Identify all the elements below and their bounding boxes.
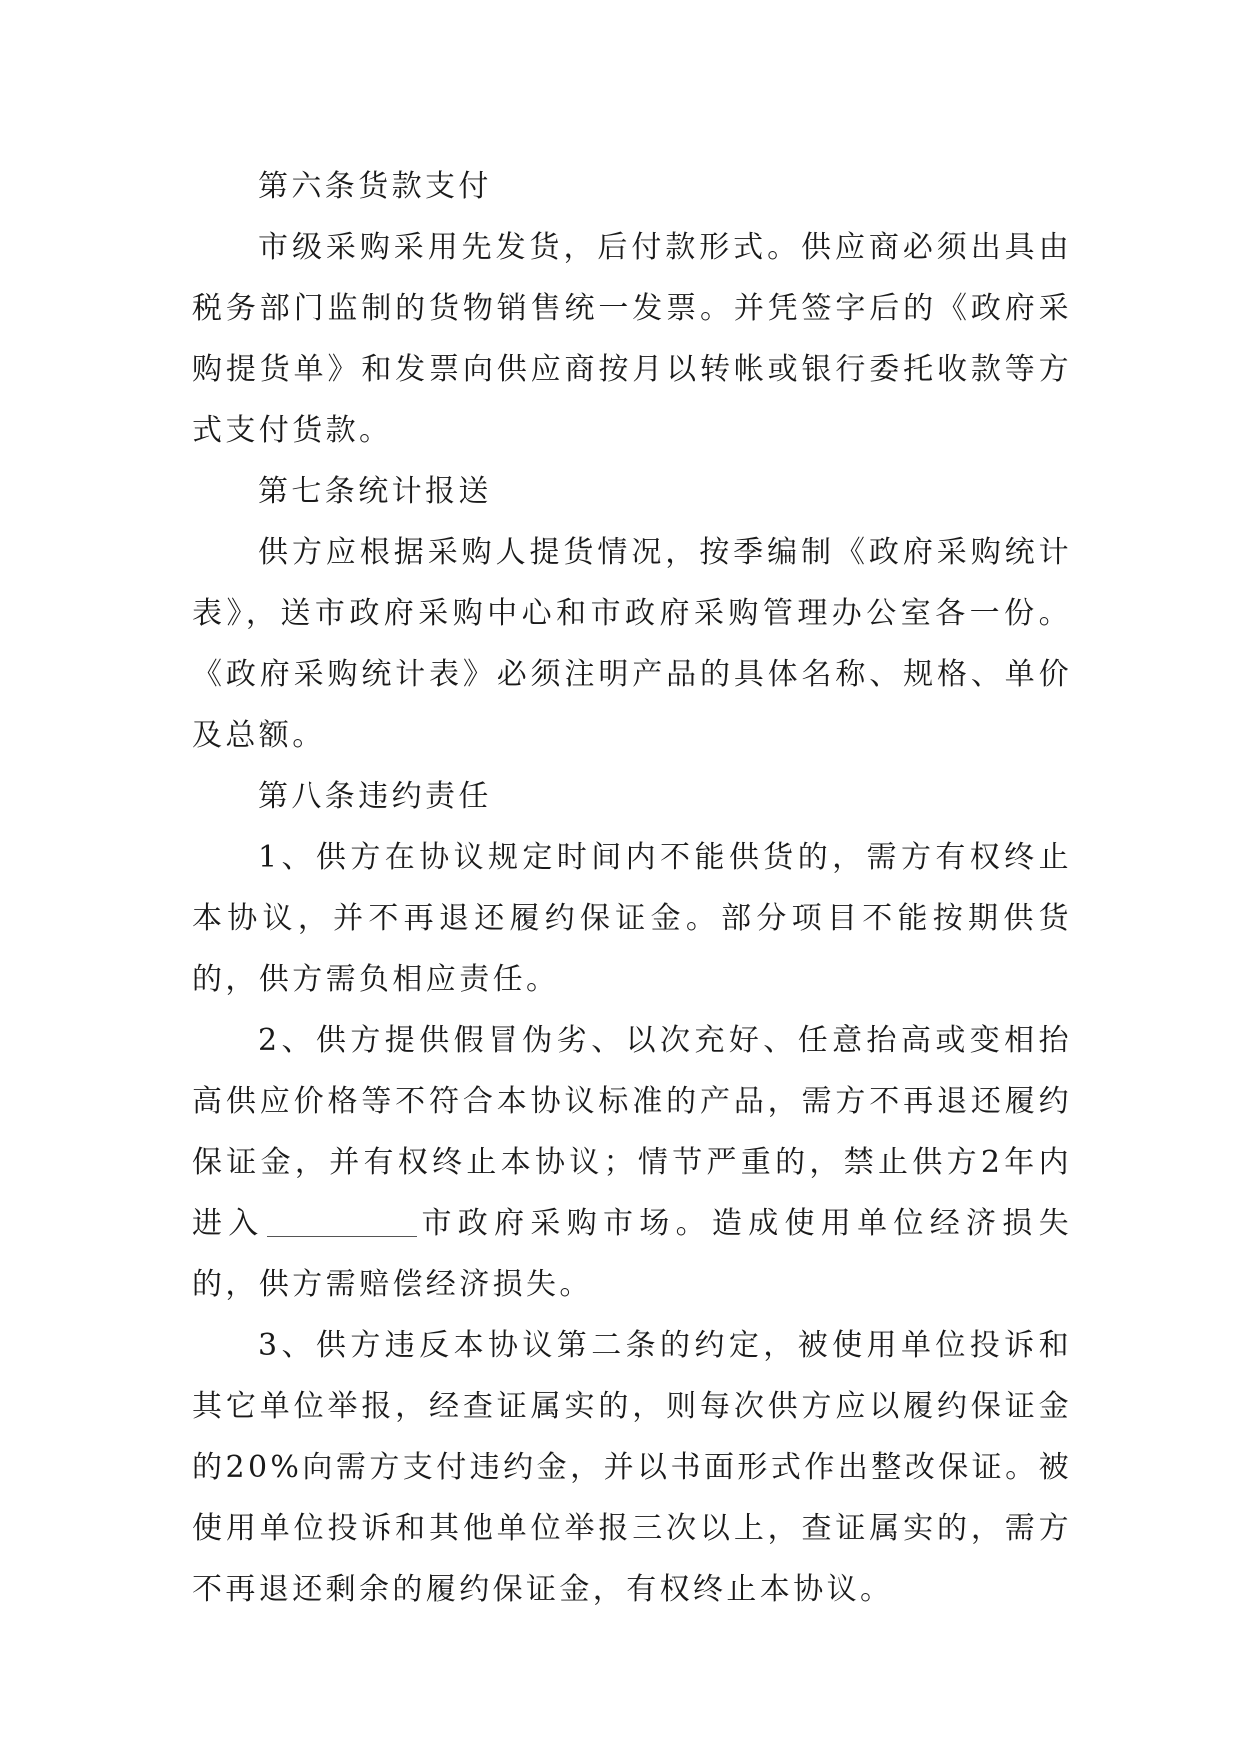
article-7-heading: 第七条统计报送	[258, 474, 492, 509]
article-8-item-1: 1、供方在协议规定时间内不能供货的，需方有权终止本协议，并不再退还履约保证金。部分项目不能按期供货的，供方需负相应责任。	[192, 840, 1072, 997]
article-6-heading: 第六条货款支付	[258, 169, 492, 204]
fill-in-blank	[267, 1206, 417, 1237]
article-8-item-2	[192, 1010, 1072, 1315]
document-body	[192, 156, 1072, 1620]
article-8-heading: 第八条违约责任	[258, 779, 492, 814]
article-8-item-2-text-b: 市政府采购市场。造成使用单位经济损失的，供方需赔偿经济损失。	[192, 1206, 1072, 1302]
article-7-body: 供方应根据采购人提货情况，按季编制《政府采购统计表》，送市政府采购中心和市政府采购管理办公室各一份。《政府采购统计表》必须注明产品的具体名称、规格、单价及总额。	[192, 535, 1072, 753]
article-8-item-2-text-a: 2、供方提供假冒伪劣、以次充好、任意抬高或变相抬高供应价格等不符合本协议标准的产品，需方不再退还履约保证金，并有权终止本协议；情节严重的，禁止供方2年内进入	[192, 1023, 1072, 1241]
article-8-item-3: 3、供方违反本协议第二条的约定，被使用单位投诉和其它单位举报，经查证属实的，则每次供方应以履约保证金的20%向需方支付违约金，并以书面形式作出整改保证。被使用单位投诉和其他单位举报三次以上，查证属实的，需方不再退还剩余的履约保证金，有权终止本协议。	[192, 1328, 1072, 1607]
article-6-body: 市级采购采用先发货，后付款形式。供应商必须出具由税务部门监制的货物销售统一发票。并凭签字后的《政府采购提货单》和发票向供应商按月以转帐或银行委托收款等方式支付货款。	[192, 230, 1072, 448]
